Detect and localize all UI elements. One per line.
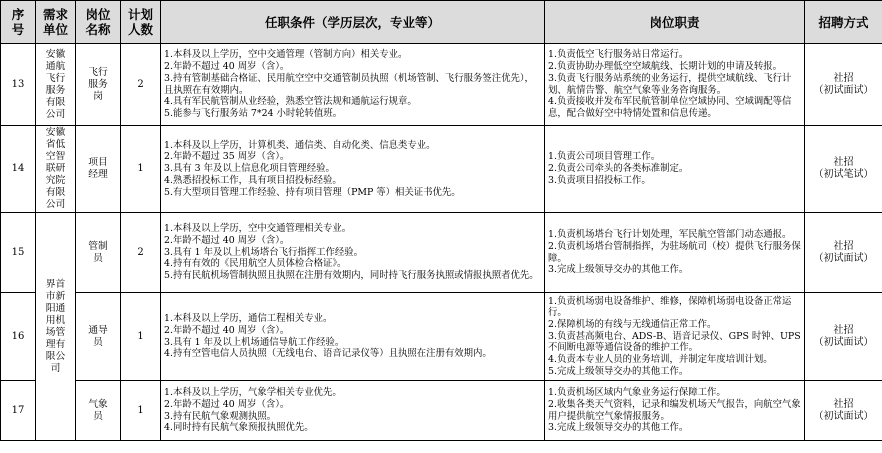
duties-cell: 1.负责机场区域内气象业务运行保障工作。 2.收集各类天气资料，记录和编发机场天气报告，向航空气象用户提供航空气象情报服务。 3.完成上级领导交办的其他工作。 [545,381,805,441]
count-cell: 1 [121,126,161,213]
recruit-cell: 社招 （初试面试） [805,381,882,441]
header-unit: 需求 单位 [36,1,76,44]
header-plan: 计划 人数 [121,1,161,44]
recruit-cell: 社招 （初试笔试） [805,126,882,213]
seq-cell: 17 [1,381,36,441]
seq-cell: 15 [1,213,36,293]
post-cell: 管制 员 [76,213,121,293]
duties-cell: 1.负责机场塔台飞行计划处理，军民航空管部门动态通报。 2.负责机场塔台管制指挥，为驻场航司（校）提供飞行服务保障。 3.完成上级领导交办的其他工作。 [545,213,805,293]
header-post: 岗位 名称 [76,1,121,44]
recruit-cell: 社招 （初试面试） [805,213,882,293]
count-cell: 2 [121,213,161,293]
requirements-cell: 1.本科及以上学历，气象学相关专业优先。 2.年龄不超过 40 周岁（含）。 3.持有民航气象观测执照。 4.同时持有民航气象预报执照优先。 [161,381,545,441]
seq-cell: 13 [1,44,36,126]
post-cell: 气象 员 [76,381,121,441]
table-row [1,381,882,441]
seq-cell: 16 [1,293,36,381]
count-cell: 1 [121,293,161,381]
seq-cell: 14 [1,126,36,213]
header-requirements: 任职条件（学历层次，专业等） [161,1,545,44]
unit-cell: 安徽 通航 飞行 服务 有限 公司 [36,44,76,126]
header-row [1,1,882,44]
header-seq: 序 号 [1,1,36,44]
post-cell: 项目 经理 [76,126,121,213]
unit-cell: 安徽 省低 空智 联研 究院 有限 公司 [36,126,76,213]
requirements-cell: 1.本科及以上学历，空中交通管理相关专业。 2.年龄不超过 40 周岁（含）。 3.具有 1 年及以上机场塔台飞行指挥工作经验。 4.持有有效的《民用航空人员体检合格证》。 5.持有民航机场管制执照且执照在注册有效期内，同时持飞行服务执照或情报执照者优先。 [161,213,545,293]
post-cell: 通导 员 [76,293,121,381]
requirements-cell: 1.本科及以上学历，计算机类、通信类、自动化类、信息类专业。 2.年龄不超过 35 周岁（含）。 3.具有 3 年及以上信息化项目管理经验。 4.熟悉招投标工作，具有项目招投标经验。 5.有大型项目管理工作经验、持有项目管理（PMP 等）相关证书优先。 [161,126,545,213]
count-cell: 2 [121,44,161,126]
table-row [1,44,882,126]
post-cell: 飞行 服务 岗 [76,44,121,126]
header-duties: 岗位职责 [545,1,805,44]
recruit-cell: 社招 （初试面试） [805,293,882,381]
unit-cell-merged: 界首 市新 阳通 用机 场管 理有 限公 司 [36,213,76,441]
requirements-cell: 1.本科及以上学历，通信工程相关专业。 2.年龄不超过 40 周岁（含）。 3.具有 1 年及以上机场通信导航工作经验。 4.持有空管电信人员执照（无线电台、语音记录仪等）且执照在注册有效期内。 [161,293,545,381]
duties-cell: 1.负责低空飞行服务站日常运行。 2.负责协助办理低空空域航线、长期计划的申请及转报。 3.负责飞行服务站系统的业务运行，提供空域航线、飞行计划、航情告警、航空气象等业务咨询服务。 4.负责接收并发布军民航管制单位空域协同、空域调配等信息，配合做好空中特情处置和信息传递。 [545,44,805,126]
header-recruit: 招聘方式 [805,1,882,44]
count-cell: 1 [121,381,161,441]
duties-cell: 1.负责公司项目管理工作。 2.负责公司牵头的各类标准制定。 3.负责项目招投标工作。 [545,126,805,213]
recruit-cell: 社招 （初试面试） [805,44,882,126]
duties-cell: 1.负责机场弱电设备维护、维修，保障机场弱电设备正常运行。 2.保障机场的有线与无线通信正常工作。 3.负责甚高频电台、ADS-B、语音记录仪、GPS 时钟、UPS 不间断电源等通信设备的维护工作。 4.负责本专业人员的业务培训，并制定年度培训计划。 5.完成上级领导交办的其他工作。 [545,293,805,381]
requirements-cell: 1.本科及以上学历，空中交通管理（管制方向）相关专业。 2.年龄不超过 40 周岁（含）。 3.持有管制基础合格证、民用航空空中交通管制员执照（机场管制、飞行服务签注优先），且执照在有效期内。 4.具有军民航管制从业经验，熟悉空管法规和通航运行规章。 5.能参与飞行服务站 7*24 小时轮转值班。 [161,44,545,126]
table-row [1,213,882,293]
table-row [1,126,882,213]
table-row [1,293,882,381]
